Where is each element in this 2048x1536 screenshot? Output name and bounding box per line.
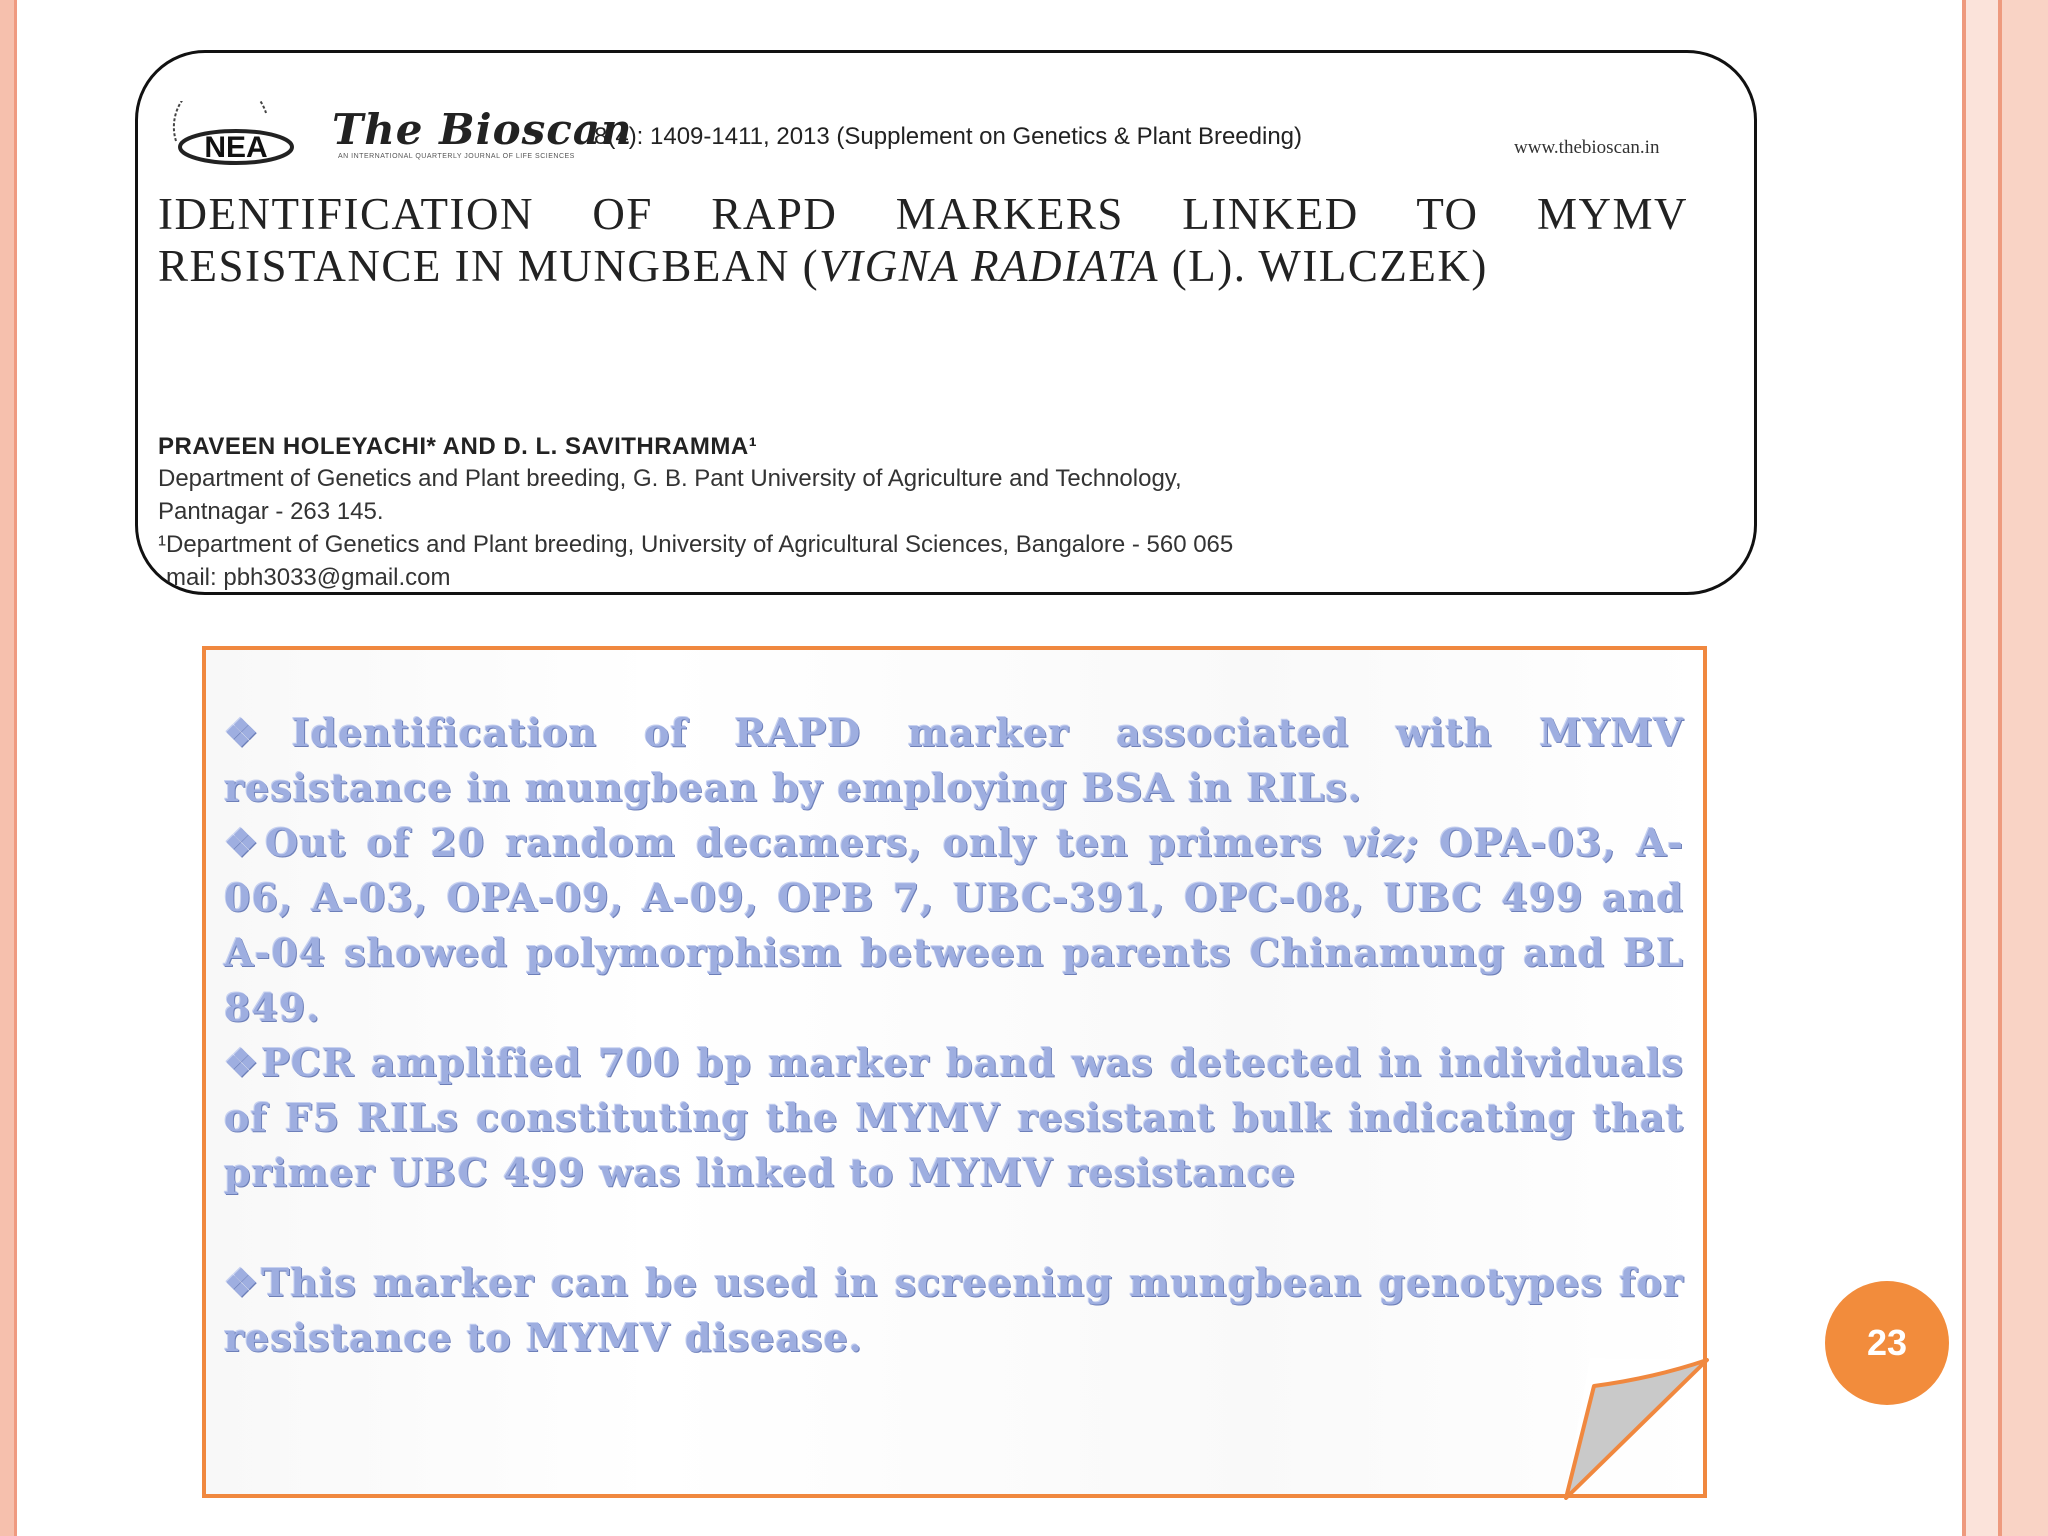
summary-point-3: ❖PCR amplified 700 bp marker band was detected in individuals of F5 RILs constituting the MYMV resistant bulk indicating that primer UBC 499 was linked to MYMV resistance xyxy=(224,1040,1684,1195)
paper-title-line-2: RESISTANCE IN MUNGBEAN (VIGNA RADIATA (L). WILCZEK) xyxy=(158,241,1488,291)
journal-url: www.thebioscan.in xyxy=(1514,137,1660,158)
summary-text xyxy=(224,705,1684,1365)
affiliation-1: Department of Genetics and Plant breeding, G. B. Pant University of Agriculture and Technology, xyxy=(158,465,1182,492)
diamond-bullet-icon: ❖ xyxy=(224,1040,262,1085)
diamond-bullet-icon: ❖ xyxy=(224,1260,262,1305)
paper-title xyxy=(158,188,1688,292)
diamond-bullet-icon: ❖ xyxy=(224,820,266,865)
journal-citation: 8(4): 1409-1411, 2013 (Supplement on Genetics & Plant Breeding) xyxy=(594,123,1302,150)
right-border-line xyxy=(1962,0,1966,1536)
summary-point-1: ❖Identification of RAPD marker associated with MYMV resistance in mungbean by employing BSA in RILs. xyxy=(224,710,1684,810)
journal-subtitle: AN INTERNATIONAL QUARTERLY JOURNAL OF LIFE SCIENCES xyxy=(338,153,575,160)
summary-point-4: ❖This marker can be used in screening mungbean genotypes for resistance to MYMV disease. xyxy=(224,1260,1684,1360)
author-email: mail: pbh3033@gmail.com xyxy=(166,564,451,591)
right-border-line xyxy=(1998,0,2002,1536)
paper-authors: PRAVEEN HOLEYACHI* AND D. L. SAVITHRAMMA¹ xyxy=(158,433,758,460)
journal-logo xyxy=(166,101,306,167)
journal-header xyxy=(166,101,1736,171)
paper-header-card xyxy=(135,50,1757,595)
left-border-stripe xyxy=(0,0,14,1536)
right-border-inner xyxy=(1966,0,1998,1536)
page-curl-icon xyxy=(1564,1358,1709,1500)
journal-name: The Bioscan xyxy=(332,105,633,154)
affiliation-3: ¹Department of Genetics and Plant breeding, University of Agricultural Sciences, Bangalore - 560 065 xyxy=(158,531,1234,558)
summary-point-2: ❖Out of 20 random decamers, only ten primers viz; OPA-03, A-06, A-03, OPA-09, A-09, OPB 7, UBC-391, OPC-08, UBC 499 and A-04 showed polymorphism between parents Chinamung and BL 849. xyxy=(224,820,1684,1030)
paper-title-line-1: IDENTIFICATION OF RAPD MARKERS LINKED TO MYMV xyxy=(158,189,1688,239)
diamond-bullet-icon: ❖ xyxy=(224,710,292,755)
affiliation-2: Pantnagar - 263 145. xyxy=(158,498,384,525)
page-number-badge: 23 xyxy=(1825,1281,1949,1405)
left-border-line xyxy=(14,0,17,1536)
svg-text:NEA: NEA xyxy=(204,131,268,164)
